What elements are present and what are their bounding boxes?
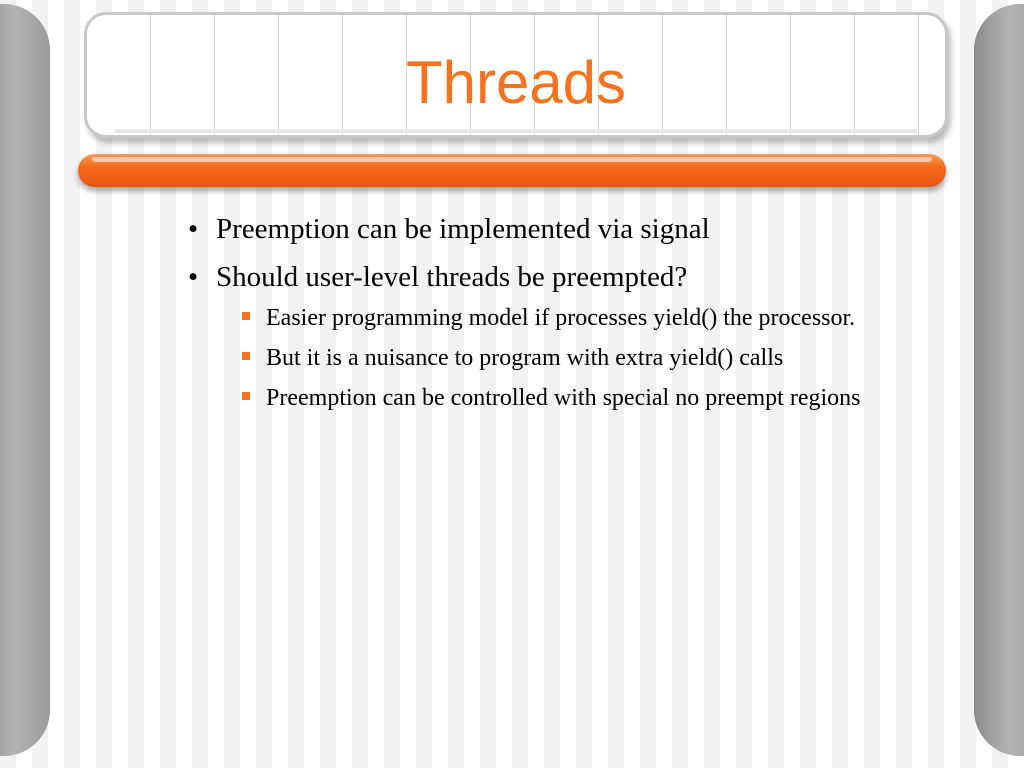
right-decorative-bar (974, 4, 1024, 756)
bullet-dot-icon: • (188, 213, 199, 245)
title-underline (115, 129, 917, 133)
bullet-text: Should user-level threads be preempted? (216, 261, 688, 293)
orange-divider-bar (78, 154, 946, 187)
slide-content (188, 212, 908, 422)
sub-bullet-item-3 (188, 382, 908, 414)
orange-square-bullet-icon (242, 312, 250, 320)
sub-bullet-item-2 (188, 342, 908, 374)
sub-bullet-list (188, 302, 908, 414)
bullet-dot-icon: • (188, 261, 199, 293)
left-decorative-bar (0, 4, 50, 756)
orange-square-bullet-icon (242, 352, 250, 360)
slide-title: Threads (405, 49, 627, 116)
title-box (84, 12, 948, 138)
bullet-item-1 (188, 212, 908, 246)
sub-bullet-text: But it is a nuisance to program with extra yield() calls (266, 345, 784, 371)
sub-bullet-text: Easier programming model if processes yield() the processor. (266, 305, 856, 331)
bullet-item-2 (188, 260, 908, 294)
sub-bullet-text: Preemption can be controlled with special no preempt regions (266, 385, 861, 411)
sub-bullet-item-1 (188, 302, 908, 334)
orange-square-bullet-icon (242, 392, 250, 400)
bullet-text: Preemption can be implemented via signal (216, 213, 710, 245)
orange-bar-highlight (92, 157, 932, 162)
